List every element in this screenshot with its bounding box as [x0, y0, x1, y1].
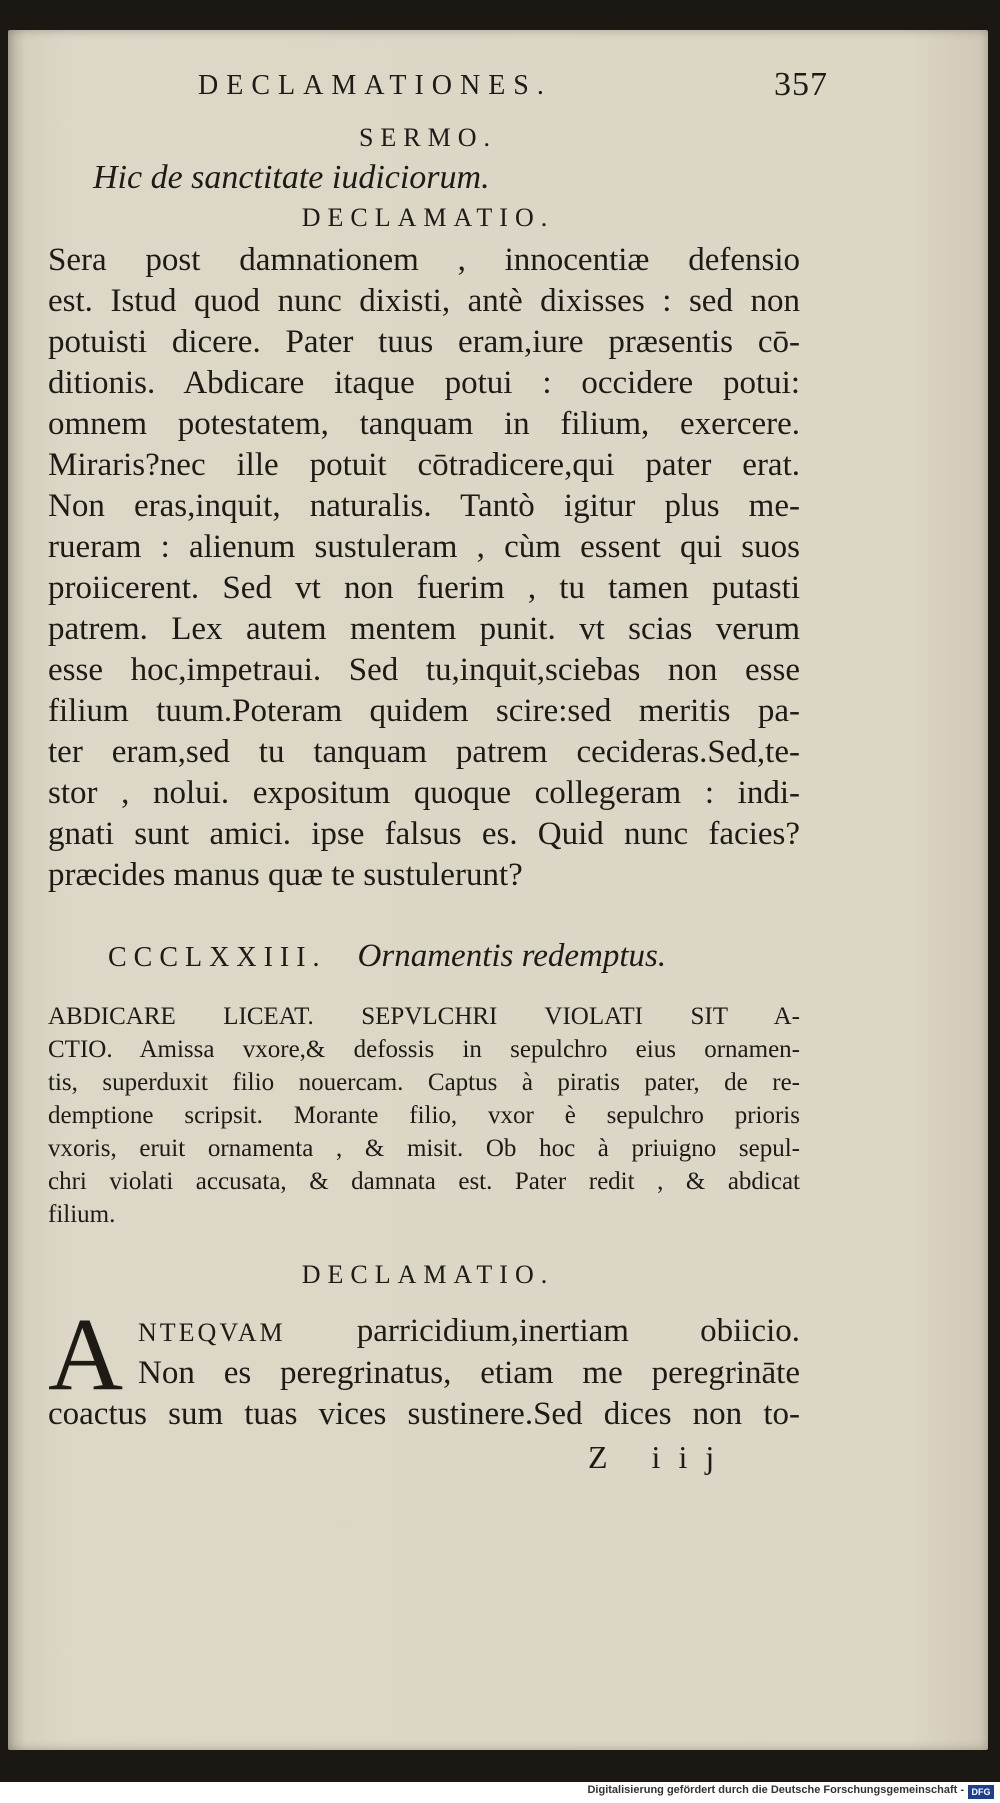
running-head-title: DECLAMATIONES.	[198, 70, 552, 101]
text-line: Non es peregrinatus, etiam me peregrināte	[138, 1355, 800, 1391]
text-line: ter eram,sed tu tanquam patrem cecideras.Sed,te-	[48, 734, 800, 770]
declamatio-heading: DECLAMATIO.	[301, 203, 555, 232]
argument-line: CTIO. Amissa vxore,& defossis in sepulchro eius ornamen-	[48, 1036, 800, 1063]
argument-line: ABDICARE LICEAT. SEPVLCHRI VIOLATI SIT A-	[48, 1003, 800, 1030]
argument-line: tis, superduxit filio nouercam. Captus à piratis pater, de re-	[48, 1069, 800, 1096]
text-line: stor , nolui. expositum quoque collegeram : indi-	[48, 775, 800, 811]
text-line: esse hoc,impetraui. Sed tu,inquit,sciebas non esse	[48, 652, 800, 688]
signature-mark: Z iij	[588, 1439, 733, 1475]
argument-line: filium.	[48, 1201, 116, 1228]
text-line: potuisti dicere. Pater tuus eram,iure præsentis cō-	[48, 324, 800, 360]
sermo-heading: SERMO.	[358, 123, 498, 152]
text-line	[138, 1311, 800, 1353]
text-line: Miraris?nec ille potuit cōtradicere,qui pater erat.	[48, 447, 800, 483]
text-line: gnati sunt amici. ipse falsus es. Quid nunc facies?	[48, 816, 800, 852]
text-line: præcides manus quæ te sustulerunt?	[48, 857, 523, 893]
argument-line: vxoris, eruit ornamenta , & misit. Ob hoc à priuigno sepul-	[48, 1135, 800, 1162]
page-content	[48, 66, 828, 1476]
lead-small-caps: NTEQVAM	[138, 1318, 286, 1347]
text-line: ditionis. Abdicare itaque potui : occidere potui:	[48, 365, 800, 401]
line-rest: parricidium,inertiam obiicio.	[285, 1313, 800, 1349]
folio-number: 357	[774, 66, 828, 103]
section-subject: Ornamentis redemptus.	[357, 938, 667, 974]
section-number: CCCLXXIII.	[108, 942, 327, 973]
argument-line: demptione scripsit. Morante filio, vxor è sepulchro prioris	[48, 1102, 800, 1129]
section-heading	[48, 936, 808, 978]
text-line: coactus sum tuas vices sustinere.Sed dices non to-	[48, 1396, 800, 1432]
declamatio-heading-2: DECLAMATIO.	[301, 1260, 555, 1289]
initial-paragraph	[48, 1297, 808, 1412]
text-line: Non eras,inquit, naturalis. Tantò igitur plus me-	[48, 488, 800, 524]
declamatio-body	[48, 240, 808, 896]
book-page	[8, 30, 988, 1750]
footer-bar	[0, 1782, 1000, 1803]
text-line: omnem potestatem, tanquam in filium, exercere.	[48, 406, 800, 442]
footer-credit: Digitalisierung gefördert durch die Deutsche Forschungsgemeinschaft -	[587, 1784, 964, 1796]
text-line: patrem. Lex autem mentem punit. vt scias verum	[48, 611, 800, 647]
text-line: proiicerent. Sed vt non fuerim , tu tamen putasti	[48, 570, 800, 606]
dfg-logo: DFG	[968, 1785, 994, 1799]
text-line: Sera post damnationem , innocentiæ defensio	[48, 242, 800, 278]
argument-line: chri violati accusata, & damnata est. Pater redit , & abdicat	[48, 1168, 800, 1195]
running-head	[48, 66, 828, 120]
argument-block	[48, 1000, 808, 1231]
drop-cap-initial: A	[48, 1297, 124, 1412]
topic-heading: Hic de sanctitate iudiciorum.	[93, 159, 490, 196]
text-line: rueram : alienum sustuleram , cùm essent qui suos	[48, 529, 800, 565]
text-line: est. Istud quod nunc dixisti, antè dixisses : sed non	[48, 283, 800, 319]
text-line: filium tuum.Poteram quidem scire:sed meritis pa-	[48, 693, 800, 729]
